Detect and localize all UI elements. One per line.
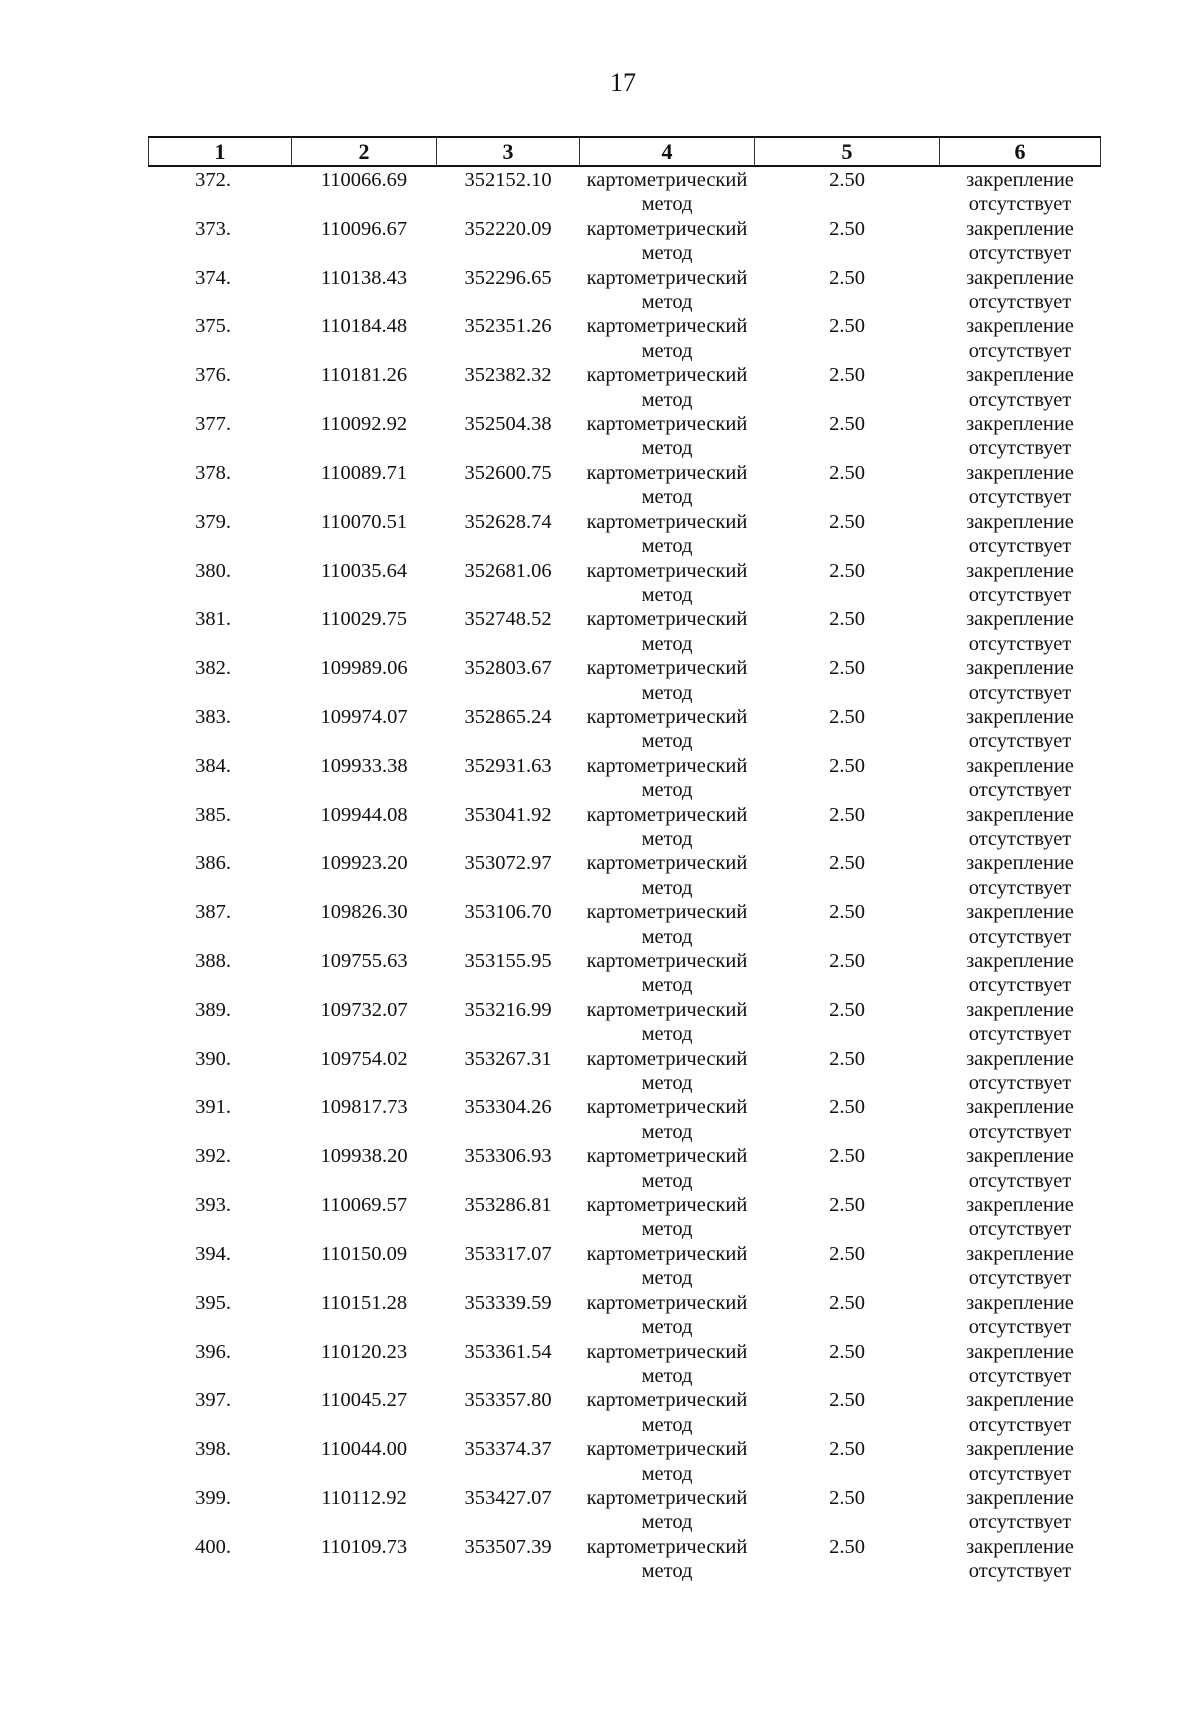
coordinate-y-cell: 352351.26 [464,315,552,338]
method-cell: картометрический метод [586,901,748,948]
method-cell: картометрический метод [586,413,748,460]
coordinate-y-cell: 352681.06 [464,559,552,582]
coordinate-x-cell: 109817.73 [320,1096,408,1119]
point-number-cell: 376. [195,364,231,387]
coordinate-x-cell: 110069.57 [320,1194,408,1217]
table-row [149,1095,1101,1144]
table-row [149,166,1101,217]
method-cell: картометрический метод [586,705,748,753]
accuracy-cell: 2.50 [829,1486,865,1509]
coordinate-y-cell: 352220.09 [464,217,552,240]
fixing-cell: закрепление отсутствует [966,657,1074,704]
accuracy-cell: 2.50 [829,1438,865,1461]
method-cell: картометрический метод [586,1242,748,1290]
accuracy-cell: 2.50 [829,950,865,972]
accuracy-cell: 2.50 [829,364,865,387]
method-cell: картометрический метод [586,510,748,558]
point-number-cell: 378. [195,461,231,484]
point-number-cell: 399. [195,1486,231,1509]
accuracy-cell: 2.50 [829,1340,865,1363]
fixing-cell: закрепление отсутствует [966,1486,1074,1534]
table-row [149,412,1101,461]
accuracy-cell: 2.50 [829,657,865,680]
table-row [149,1193,1101,1242]
coordinate-y-cell: 353317.07 [464,1242,552,1265]
coordinate-x-cell: 110066.69 [320,169,408,191]
page-number: 17 [610,68,636,97]
point-number-cell: 377. [195,413,231,436]
method-cell: картометрический метод [586,754,748,802]
coordinate-x-cell: 109974.07 [320,705,408,728]
fixing-cell: закрепление отсутствует [966,1535,1074,1583]
coordinate-y-cell: 353072.97 [464,852,552,875]
coordinate-y-cell: 352152.10 [464,169,552,191]
fixing-cell: закрепление отсутствует [966,1096,1074,1143]
point-number-cell: 380. [195,559,231,582]
coordinate-x-cell: 110089.71 [320,461,408,484]
fixing-cell: закрепление отсутствует [966,1145,1074,1192]
table-row [149,510,1101,559]
accuracy-cell: 2.50 [829,1242,865,1265]
table-row [149,900,1101,949]
fixing-cell: закрепление отсутствует [966,559,1074,606]
accuracy-cell: 2.50 [829,559,865,582]
accuracy-cell: 2.50 [829,1194,865,1217]
coordinate-y-cell: 353357.80 [464,1389,552,1412]
fixing-cell: закрепление отсутствует [966,901,1074,948]
method-cell: картометрический метод [586,315,748,362]
fixing-cell: закрепление отсутствует [966,1340,1074,1387]
accuracy-cell: 2.50 [829,1047,865,1070]
method-cell: картометрический метод [586,169,748,216]
coordinate-x-cell: 109944.08 [320,803,408,826]
point-number-cell: 382. [195,657,231,680]
fixing-cell: закрепление отсутствует [966,1194,1074,1241]
method-cell: картометрический метод [586,364,748,411]
point-number-cell: 375. [195,315,231,338]
point-number-cell: 397. [195,1389,231,1412]
fixing-cell: закрепление отсутствует [966,364,1074,411]
coordinate-y-cell: 353155.95 [464,950,552,972]
table-row [149,363,1101,412]
fixing-cell: закрепление отсутствует [966,461,1074,509]
method-cell: картометрический метод [586,1486,748,1534]
fixing-cell: закрепление отсутствует [966,608,1074,655]
coordinate-x-cell: 110184.48 [320,315,408,338]
fixing-cell: закрепление отсутствует [966,705,1074,753]
table-row [149,217,1101,266]
coordinate-x-cell: 109755.63 [320,950,408,972]
coordinate-y-cell: 352803.67 [464,657,552,680]
coordinate-x-cell: 109989.06 [320,657,408,680]
coordinate-y-cell: 352600.75 [464,461,552,484]
header-row [149,137,1101,166]
point-number-cell: 381. [195,608,231,631]
accuracy-cell: 2.50 [829,315,865,338]
header-cell: 1 [149,137,292,166]
point-number-cell: 372. [195,169,231,191]
coordinate-y-cell: 352748.52 [464,608,552,631]
method-cell: картометрический метод [586,852,748,899]
table-body [149,166,1101,1584]
point-number-cell: 392. [195,1145,231,1168]
method-cell: картометрический метод [586,1194,748,1241]
coordinate-y-cell: 353427.07 [464,1486,552,1509]
table-row [149,998,1101,1047]
fixing-cell: закрепление отсутствует [966,169,1074,216]
accuracy-cell: 2.50 [829,754,865,777]
point-number-cell: 391. [195,1096,231,1119]
header-cell: 4 [580,137,755,166]
method-cell: картометрический метод [586,559,748,606]
table-row [149,1388,1101,1437]
method-cell: картометрический метод [586,1535,748,1583]
accuracy-cell: 2.50 [829,901,865,924]
coordinate-y-cell: 352504.38 [464,413,552,436]
coordinate-y-cell: 353267.31 [464,1047,552,1070]
header-cell: 5 [755,137,940,166]
table-row [149,1242,1101,1291]
fixing-cell: закрепление отсутствует [966,998,1074,1046]
coordinate-y-cell: 353216.99 [464,998,552,1021]
coordinate-y-cell: 353106.70 [464,901,552,924]
accuracy-cell: 2.50 [829,510,865,533]
coordinate-x-cell: 110151.28 [320,1291,408,1314]
accuracy-cell: 2.50 [829,608,865,631]
accuracy-cell: 2.50 [829,461,865,484]
coordinate-y-cell: 352865.24 [464,705,552,728]
coordinates-table [148,136,1101,1584]
point-number-cell: 393. [195,1194,231,1217]
point-number-cell: 387. [195,901,231,924]
fixing-cell: закрепление отсутствует [966,950,1074,997]
coordinate-x-cell: 109826.30 [320,901,408,924]
fixing-cell: закрепление отсутствует [966,803,1074,850]
coordinate-y-cell: 352382.32 [464,364,552,387]
accuracy-cell: 2.50 [829,705,865,728]
coordinate-y-cell: 353374.37 [464,1438,552,1461]
accuracy-cell: 2.50 [829,852,865,875]
table-row [149,754,1101,803]
table-row [149,1535,1101,1584]
point-number-cell: 379. [195,510,231,533]
fixing-cell: закрепление отсутствует [966,1438,1074,1485]
fixing-cell: закрепление отсутствует [966,1389,1074,1436]
coordinate-y-cell: 353041.92 [464,803,552,826]
table-row [149,1486,1101,1535]
coordinate-y-cell: 353304.26 [464,1096,552,1119]
coordinate-x-cell: 109938.20 [320,1145,408,1168]
method-cell: картометрический метод [586,461,748,509]
point-number-cell: 394. [195,1242,231,1265]
point-number-cell: 389. [195,998,231,1021]
coordinate-x-cell: 110092.92 [320,413,408,436]
coordinate-x-cell: 110112.92 [321,1486,407,1509]
table-row [149,949,1101,998]
point-number-cell: 390. [195,1047,231,1070]
method-cell: картометрический метод [586,950,748,997]
method-cell: картометрический метод [586,217,748,265]
table-row [149,1291,1101,1340]
accuracy-cell: 2.50 [829,169,865,191]
accuracy-cell: 2.50 [829,998,865,1021]
coordinate-x-cell: 110109.73 [320,1535,408,1558]
point-number-cell: 383. [195,705,231,728]
method-cell: картометрический метод [586,998,748,1046]
fixing-cell: закрепление отсутствует [966,413,1074,460]
point-number-cell: 398. [195,1438,231,1461]
coordinate-x-cell: 109933.38 [320,754,408,777]
header-cell: 2 [292,137,437,166]
fixing-cell: закрепление отсутствует [966,1291,1074,1339]
accuracy-cell: 2.50 [829,1291,865,1314]
accuracy-cell: 2.50 [829,413,865,436]
point-number-cell: 400. [195,1535,231,1558]
coordinate-x-cell: 110045.27 [320,1389,408,1412]
point-number-cell: 385. [195,803,231,826]
header-cell: 3 [437,137,580,166]
coordinate-x-cell: 110029.75 [320,608,408,631]
method-cell: картометрический метод [586,1340,748,1387]
coordinate-y-cell: 352296.65 [464,266,552,289]
table-row [149,607,1101,656]
point-number-cell: 386. [195,852,231,875]
coordinate-y-cell: 353306.93 [464,1145,552,1168]
coordinate-y-cell: 352628.74 [464,510,552,533]
table-row [149,1047,1101,1096]
fixing-cell: закрепление отсутствует [966,315,1074,362]
method-cell: картометрический метод [586,1291,748,1339]
fixing-cell: закрепление отсутствует [966,852,1074,899]
table-row [149,1437,1101,1486]
coordinate-y-cell: 353339.59 [464,1291,552,1314]
fixing-cell: закрепление отсутствует [966,1242,1074,1290]
table-row [149,1144,1101,1193]
coordinate-x-cell: 110181.26 [320,364,408,387]
point-number-cell: 396. [195,1340,231,1363]
coordinate-x-cell: 110150.09 [320,1242,408,1265]
coordinate-x-cell: 110096.67 [320,217,408,240]
fixing-cell: закрепление отсутствует [966,754,1074,802]
table-row [149,656,1101,705]
table-row [149,1340,1101,1389]
point-number-cell: 384. [195,754,231,777]
table-row [149,705,1101,754]
method-cell: картометрический метод [586,1389,748,1436]
coordinate-x-cell: 110070.51 [320,510,408,533]
accuracy-cell: 2.50 [829,1096,865,1119]
accuracy-cell: 2.50 [829,1145,865,1168]
table-row [149,851,1101,900]
point-number-cell: 395. [195,1291,231,1314]
fixing-cell: закрепление отсутствует [966,266,1074,314]
coordinate-x-cell: 109923.20 [320,852,408,875]
method-cell: картометрический метод [586,266,748,314]
coordinate-x-cell: 110044.00 [320,1438,408,1461]
coordinate-x-cell: 109732.07 [320,998,408,1021]
coordinate-y-cell: 352931.63 [464,754,552,777]
method-cell: картометрический метод [586,1047,748,1095]
point-number-cell: 373. [195,217,231,240]
table-row [149,461,1101,510]
coordinate-y-cell: 353286.81 [464,1194,552,1217]
point-number-cell: 374. [195,266,231,289]
fixing-cell: закрепление отсутствует [966,1047,1074,1095]
method-cell: картометрический метод [586,608,748,655]
header-cell: 6 [940,137,1101,166]
coordinate-x-cell: 110035.64 [320,559,408,582]
table-row [149,266,1101,315]
method-cell: картометрический метод [586,1145,748,1192]
table-row [149,559,1101,608]
point-number-cell: 388. [195,950,231,972]
coordinate-y-cell: 353507.39 [464,1535,552,1558]
coordinate-x-cell: 110120.23 [320,1340,408,1363]
method-cell: картометрический метод [586,657,748,704]
accuracy-cell: 2.50 [829,1389,865,1412]
method-cell: картометрический метод [586,1096,748,1143]
method-cell: картометрический метод [586,1438,748,1485]
accuracy-cell: 2.50 [829,803,865,826]
accuracy-cell: 2.50 [829,217,865,240]
accuracy-cell: 2.50 [829,266,865,289]
coordinate-x-cell: 109754.02 [320,1047,408,1070]
coordinate-y-cell: 353361.54 [464,1340,552,1363]
fixing-cell: закрепление отсутствует [966,217,1074,265]
coordinate-x-cell: 110138.43 [320,266,408,289]
accuracy-cell: 2.50 [829,1535,865,1558]
method-cell: картометрический метод [586,803,748,850]
table-row [149,803,1101,852]
table-row [149,314,1101,363]
fixing-cell: закрепление отсутствует [966,510,1074,558]
